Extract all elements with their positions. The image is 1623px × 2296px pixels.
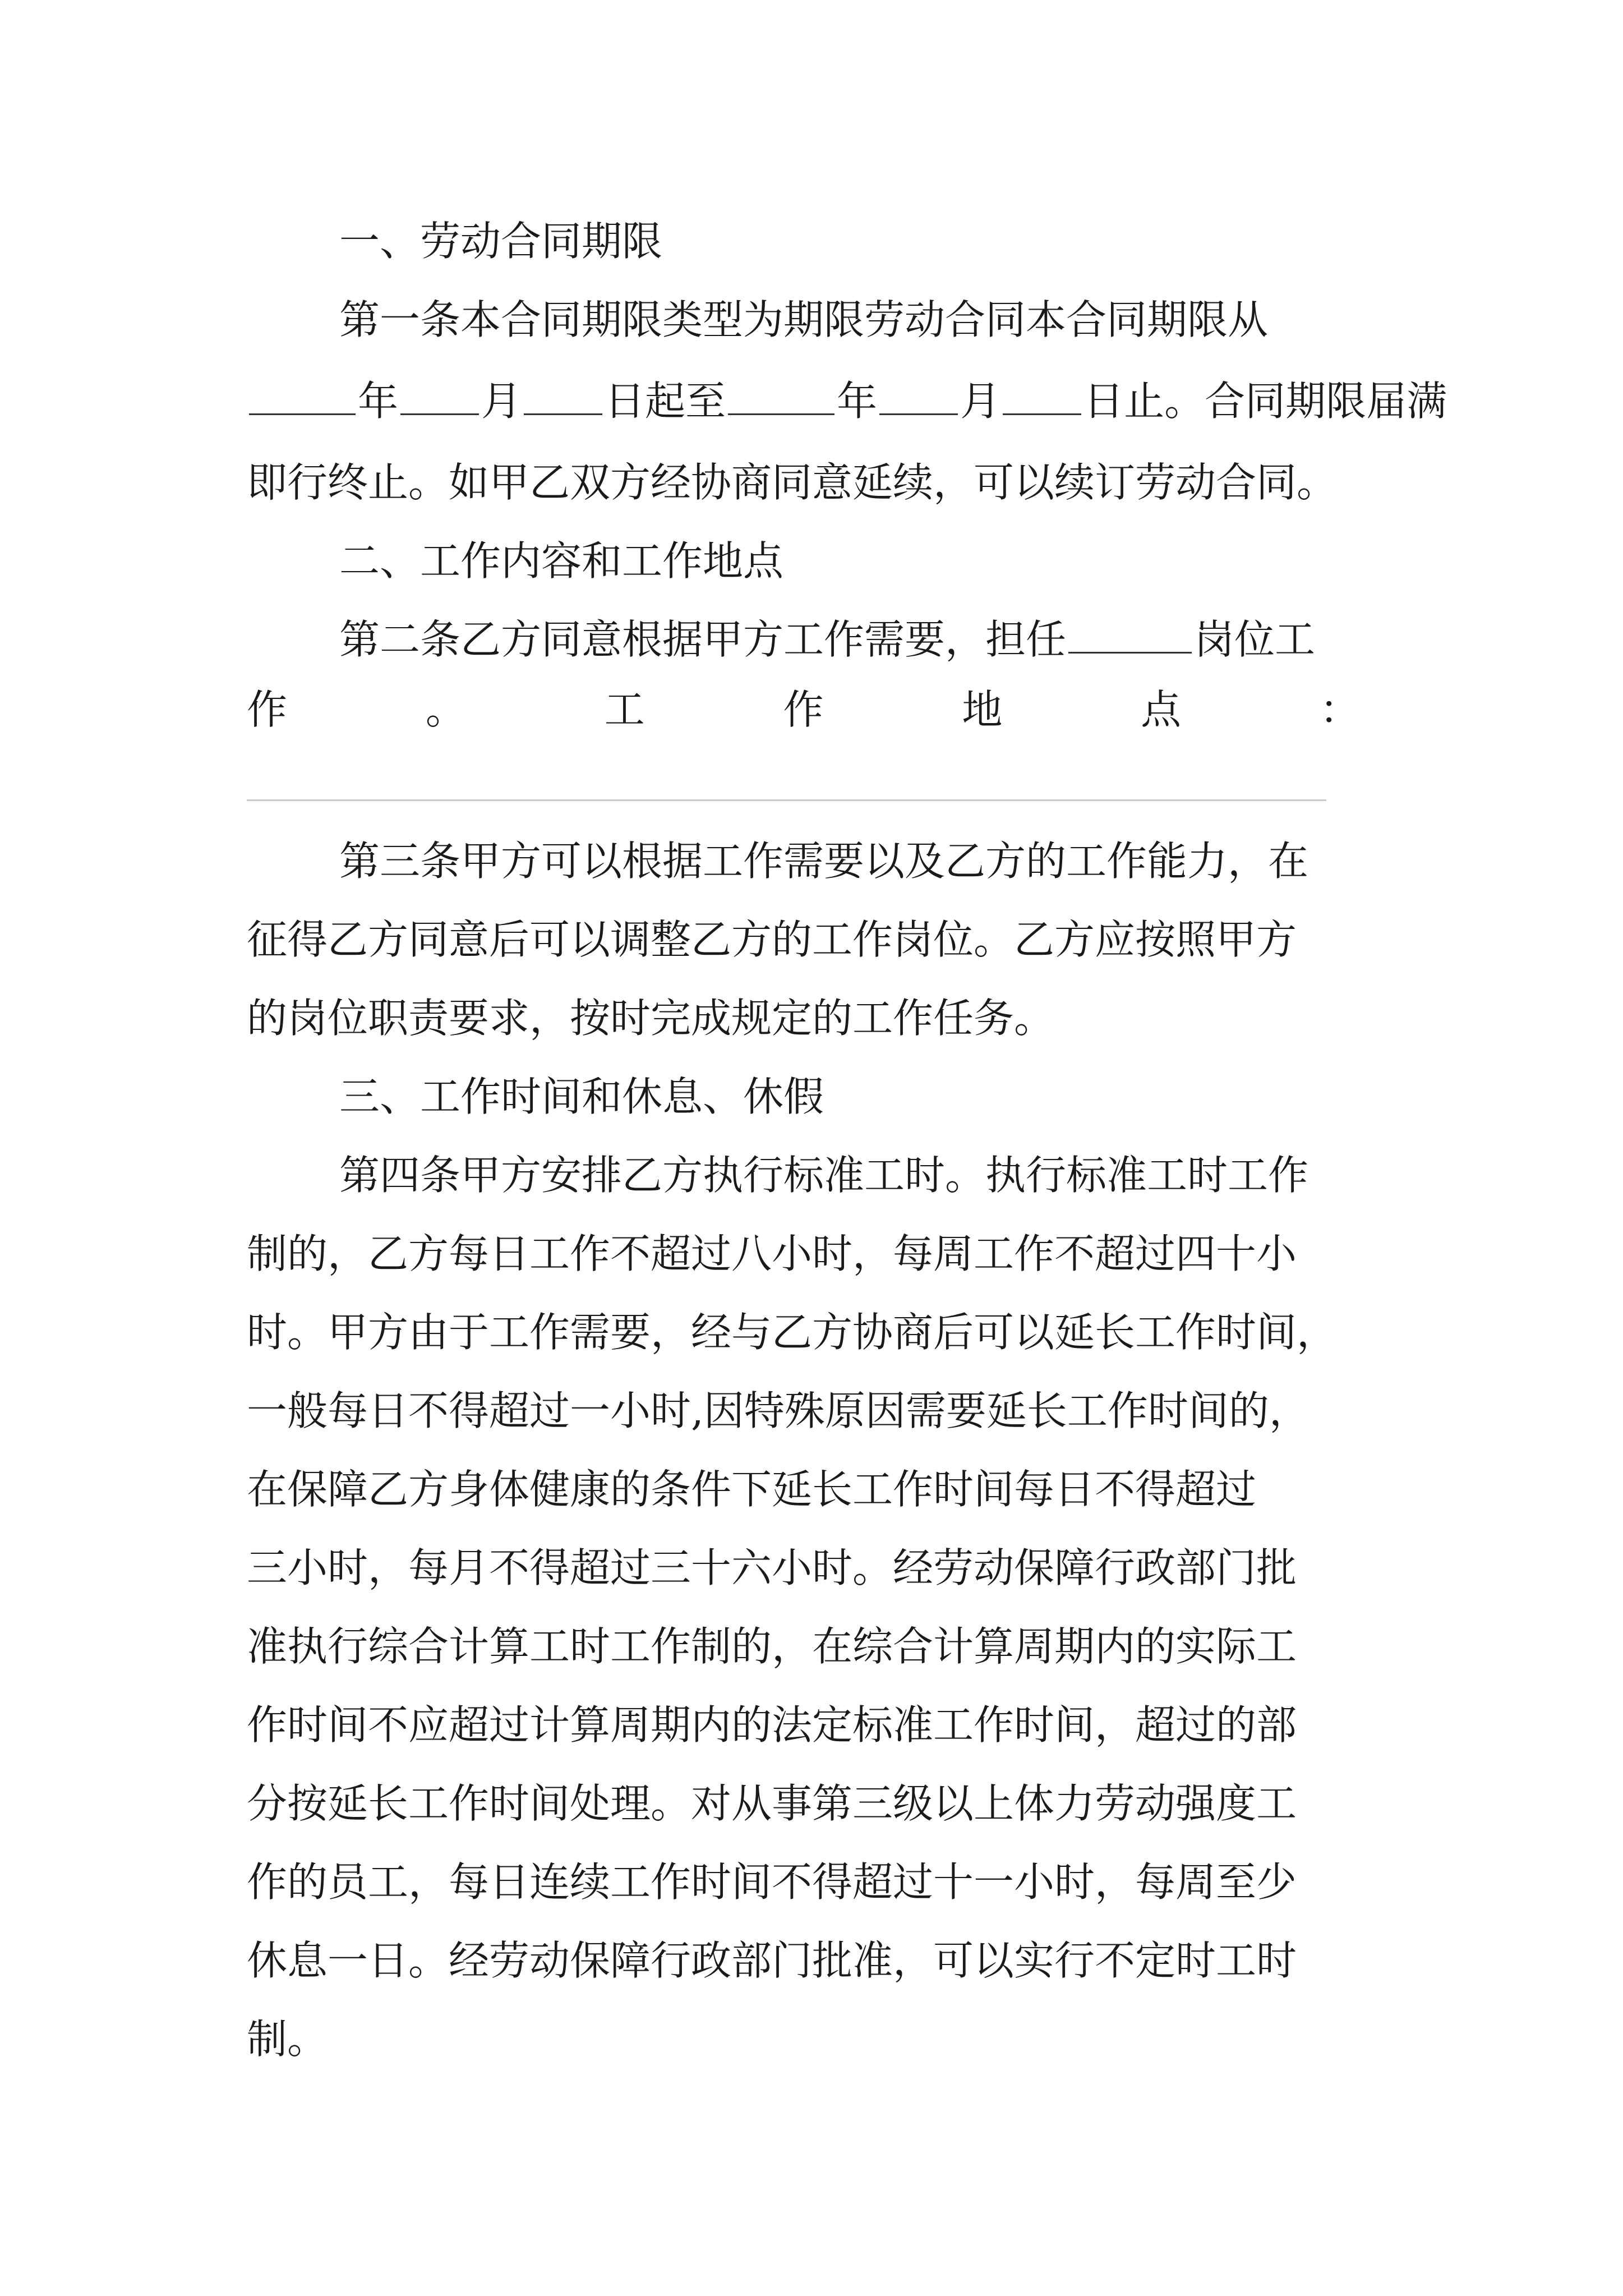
article-1-line-3: 即行终止。如甲乙双方经协商同意延续，可以续订劳动合同。 xyxy=(247,459,1338,506)
article-1-line-1 xyxy=(339,286,1380,353)
end-day-label: 日止。合同期限届满 xyxy=(1083,378,1447,425)
article-4-line: 准执行综合计算工时工作制的，在综合计算周期内的实际工 xyxy=(247,1623,1297,1670)
start-month-blank xyxy=(400,374,479,415)
spread-char: 作 xyxy=(247,686,288,733)
article-3-line: 的岗位职责要求，按时完成规定的工作任务。 xyxy=(247,995,1055,1042)
start-day-label: 日起至 xyxy=(605,378,726,425)
end-day-blank xyxy=(1003,374,1081,415)
article-2-line-2 xyxy=(247,676,1360,743)
article-2-text: 第二条乙方同意根据甲方工作需要，担任 xyxy=(339,616,1067,663)
article-4-line: 第四条甲方安排乙方执行标准工时。执行标准工时工作 xyxy=(339,1152,1309,1199)
article-4-line: 作时间不应超过计算周期内的法定标准工作时间，超过的部 xyxy=(247,1701,1297,1749)
position-blank xyxy=(1068,613,1192,654)
end-month-blank xyxy=(879,374,958,415)
start-year-label: 年 xyxy=(358,378,399,425)
article-1-date-line xyxy=(247,367,1447,435)
end-year-blank xyxy=(728,374,834,415)
article-1-text: 第一条本合同期限类型为期限劳动合同本合同期限从 xyxy=(339,296,1269,343)
start-year-blank xyxy=(249,374,356,415)
article-4-line: 作的员工，每日连续工作时间不得超过十一小时，每周至少 xyxy=(247,1858,1297,1906)
article-4-line: 三小时，每月不得超过三十六小时。经劳动保障行政部门批 xyxy=(247,1544,1297,1591)
article-3-line: 第三条甲方可以根据工作需要以及乙方的工作能力，在 xyxy=(339,838,1309,885)
article-2-line-1 xyxy=(339,606,1380,673)
start-day-blank xyxy=(524,374,602,415)
article-4-line: 制的，乙方每日工作不超过八小时，每周工作不超过四十小 xyxy=(247,1230,1297,1277)
spread-char: 。 xyxy=(425,686,466,733)
article-4-line: 分按延长工作时间处理。对从事第三级以上体力劳动强度工 xyxy=(247,1780,1297,1827)
spread-char: 地 xyxy=(962,686,1003,733)
article-3-line: 征得乙方同意后可以调整乙方的工作岗位。乙方应按照甲方 xyxy=(247,916,1297,963)
spread-char: 作 xyxy=(783,686,824,733)
article-4-line: 休息一日。经劳动保障行政部门批准，可以实行不定时工时 xyxy=(247,1937,1297,1984)
end-year-label: 年 xyxy=(837,378,878,425)
spread-char: 点 xyxy=(1141,686,1182,733)
start-month-label: 月 xyxy=(481,378,522,425)
spread-char: 工 xyxy=(604,686,645,733)
article-4-line: 一般每日不得超过一小时,因特殊原因需要延长工作时间的， xyxy=(247,1387,1310,1434)
article-4-line: 在保障乙方身体健康的条件下延长工作时间每日不得超过 xyxy=(247,1466,1257,1513)
article-2-text-end: 岗位工 xyxy=(1194,616,1316,663)
end-month-label: 月 xyxy=(960,378,1001,425)
spread-char: ： xyxy=(1319,686,1360,733)
section-heading-2: 二、工作内容和工作地点 xyxy=(339,537,784,585)
article-4-line: 制。 xyxy=(247,2016,328,2063)
work-location-blank-line xyxy=(247,799,1326,801)
section-heading-3: 三、工作时间和休息、休假 xyxy=(339,1073,824,1120)
section-heading-1: 一、劳动合同期限 xyxy=(339,218,663,265)
article-4-line: 时。甲方由于工作需要，经与乙方协商后可以延长工作时间， xyxy=(247,1309,1338,1356)
